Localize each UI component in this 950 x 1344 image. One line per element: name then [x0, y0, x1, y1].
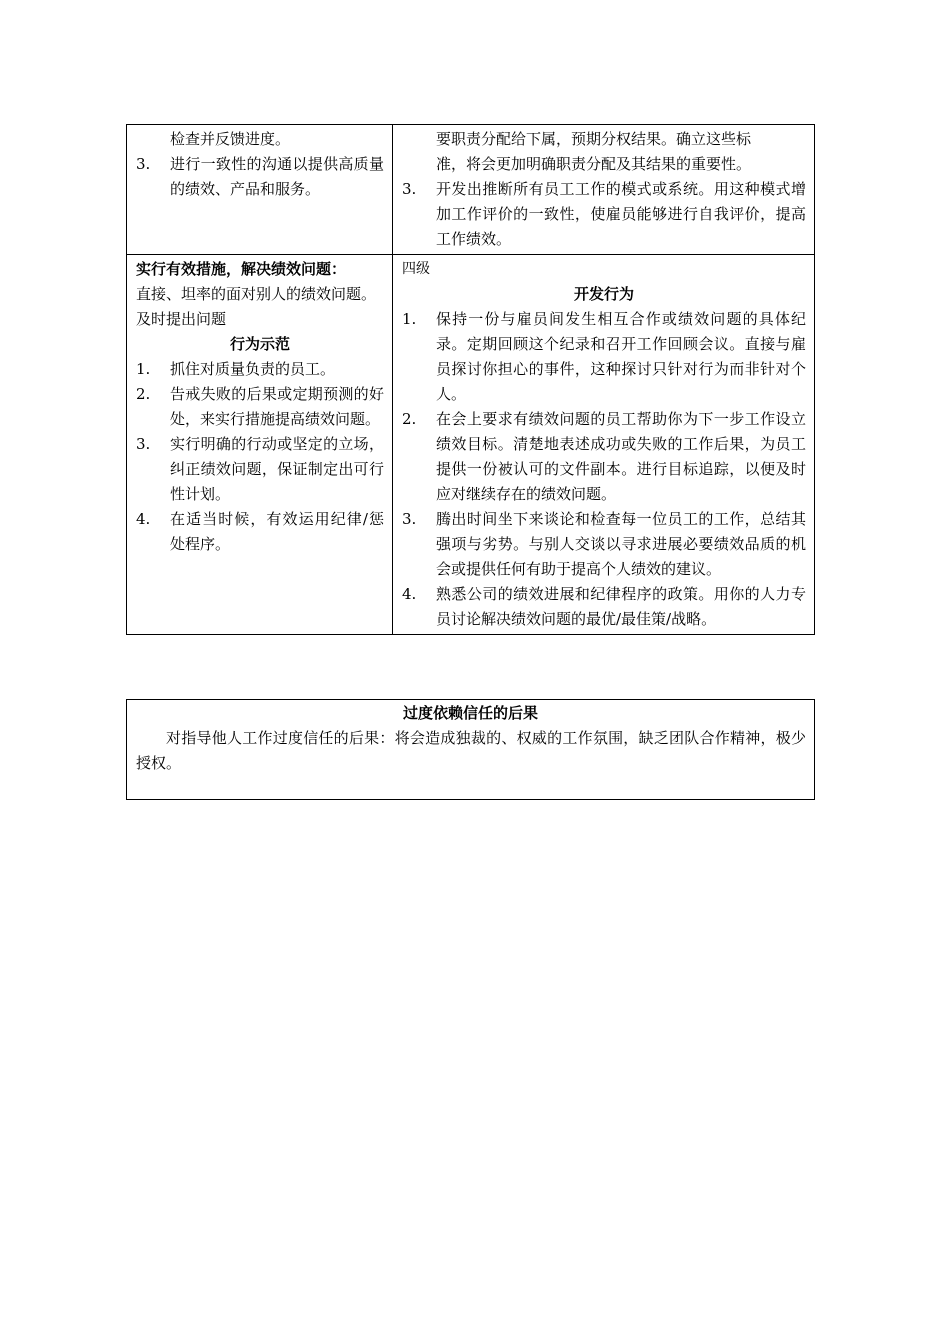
list-item [136, 152, 384, 202]
item-text: 保持一份与雇员间发生相互合作或绩效问题的具体纪录。定期回顾这个纪录和召开工作回顾会议。直接与雇员探讨你担心的事件，这种探讨只针对行为而非针对个人。 [436, 310, 806, 403]
box-body: 对指导他人工作过度信任的后果：将会造成独裁的、权威的工作氛围，缺乏团队合作精神，极少授权。 [136, 729, 806, 772]
table-row [127, 255, 815, 635]
competency-table [126, 124, 815, 635]
list-item [136, 357, 384, 382]
item-number: 4. [136, 510, 151, 528]
list-item [136, 382, 384, 432]
list-item [136, 432, 384, 507]
list-item [402, 582, 806, 632]
section-heading: 实行有效措施，解决绩效问题： [136, 260, 347, 278]
item-text: 在适当时候，有效运用纪律/惩处程序。 [170, 510, 384, 553]
item-number: 2. [136, 385, 151, 403]
item-text: 熟悉公司的绩效进展和纪律程序的政策。用你的人力专员讨论解决绩效问题的最优/最佳策/战略。 [436, 585, 806, 628]
item-number: 1. [136, 360, 151, 378]
item-text: 实行明确的行动或坚定的立场，纠正绩效问题，保证制定出可行性计划。 [170, 435, 384, 503]
item-number: 3. [402, 510, 417, 528]
continuation-text: 检查并反馈进度。 [170, 130, 291, 148]
continuation-line: 准，将会更加明确职责分配及其结果的重要性。 [436, 155, 752, 173]
item-number: 1. [402, 310, 417, 328]
section-intro: 直接、坦率的面对别人的绩效问题。及时提出问题 [136, 285, 377, 328]
list-item [402, 407, 806, 507]
list-item [402, 507, 806, 582]
top-left-cell [127, 125, 393, 255]
box-title: 过度依赖信任的后果 [402, 704, 538, 722]
item-number: 3. [136, 435, 151, 453]
bottom-right-cell [393, 255, 815, 635]
bottom-left-cell [127, 255, 393, 635]
item-text: 进行一致性的沟通以提供高质量的绩效、产品和服务。 [170, 155, 384, 198]
list-item [136, 507, 384, 557]
item-text: 告戒失败的后果或定期预测的好处，来实行措施提高绩效问题。 [170, 385, 384, 428]
item-text: 抓住对质量负责的员工。 [170, 360, 336, 378]
behavior-subheading: 开发行为 [573, 285, 634, 303]
list-item [402, 177, 806, 252]
item-number: 3. [402, 180, 417, 198]
level-label: 四级 [402, 261, 430, 277]
item-number: 2. [402, 410, 417, 428]
item-text: 腾出时间坐下来谈论和检查每一位员工的工作，总结其强项与劣势。与别人交谈以寻求进展必要绩效品质的机会或提供任何有助于提高个人绩效的建议。 [436, 510, 806, 578]
item-number: 3. [136, 155, 151, 173]
table-row [127, 125, 815, 255]
item-text: 开发出推断所有员工工作的模式或系统。用这种模式增加工作评价的一致性，使雇员能够进行自我评价，提高工作绩效。 [436, 180, 806, 248]
continuation-line: 要职责分配给下属，预期分权结果。确立这些标 [436, 130, 752, 148]
list-item [402, 307, 806, 407]
trust-consequence-box [126, 699, 815, 800]
behavior-subheading: 行为示范 [229, 335, 290, 353]
item-text: 在会上要求有绩效问题的员工帮助你为下一步工作设立绩效目标。清楚地表述成功或失败的工作后果，为员工提供一份被认可的文件副本。进行目标追踪，以便及时应对继续存在的绩效问题。 [436, 410, 806, 503]
item-number: 4. [402, 585, 417, 603]
top-right-cell [393, 125, 815, 255]
